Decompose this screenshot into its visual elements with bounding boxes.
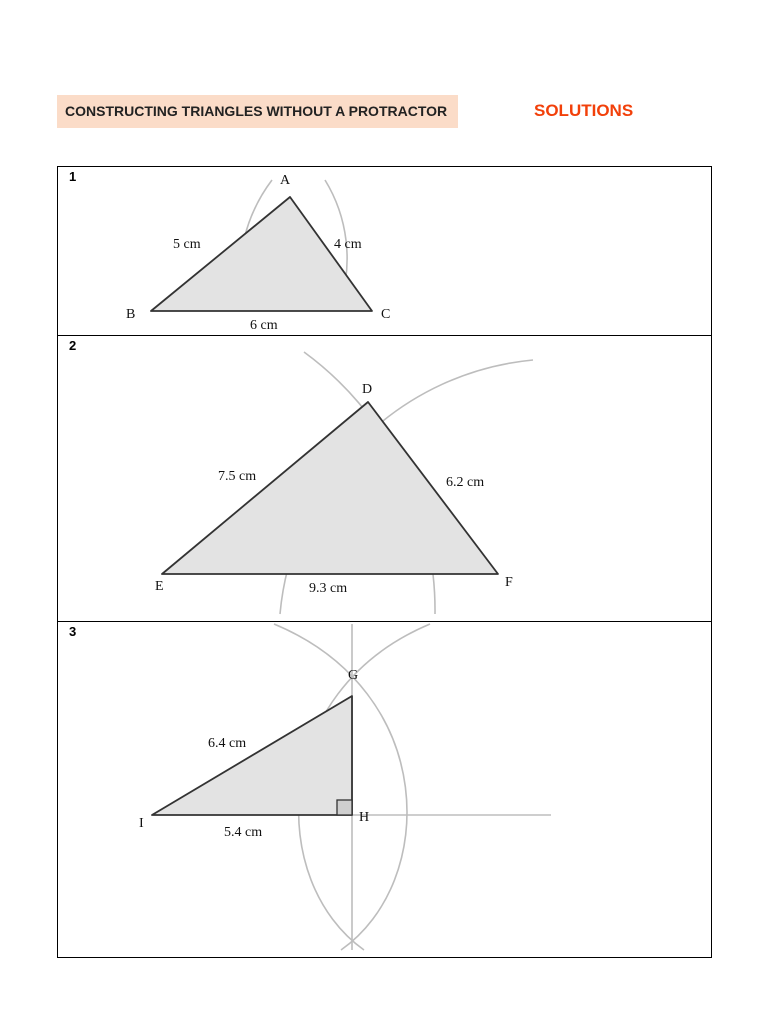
side-label-de: 7.5 cm [218, 469, 257, 484]
vertex-label-f: F [505, 575, 513, 590]
vertex-label-d: D [362, 382, 373, 397]
vertex-label-c: C [381, 307, 391, 322]
problem-number: 3 [69, 624, 77, 639]
right-angle-marker [337, 800, 352, 815]
vertex-label-g: G [348, 668, 359, 683]
problem-number: 2 [69, 338, 77, 353]
vertex-label-b: B [126, 307, 136, 322]
triangle-abc-diagram [58, 167, 713, 337]
side-label-ih: 5.4 cm [224, 825, 263, 840]
side-label-ab: 5 cm [173, 237, 201, 252]
vertex-label-e: E [155, 579, 164, 594]
worksheet-title: CONSTRUCTING TRIANGLES WITHOUT A PROTRACTOR [57, 95, 458, 128]
side-label-ig: 6.4 cm [208, 736, 247, 751]
triangle-abc [151, 197, 372, 311]
vertex-label-h: H [359, 810, 370, 825]
side-label-df: 6.2 cm [446, 475, 485, 490]
triangle-ghi-diagram [58, 622, 713, 959]
vertex-label-i: I [139, 816, 144, 831]
side-label-ac: 4 cm [334, 237, 362, 252]
triangle-ghi [152, 696, 352, 815]
side-label-bc: 6 cm [250, 318, 278, 333]
solutions-label: SOLUTIONS [534, 101, 634, 120]
problem-number: 1 [69, 169, 77, 184]
side-label-ef: 9.3 cm [309, 581, 348, 596]
problem-panel-1 [57, 166, 712, 336]
problem-panel-2 [57, 335, 712, 622]
problem-panel-3 [57, 621, 712, 958]
triangle-def-diagram [58, 336, 713, 623]
vertex-label-a: A [280, 173, 291, 188]
